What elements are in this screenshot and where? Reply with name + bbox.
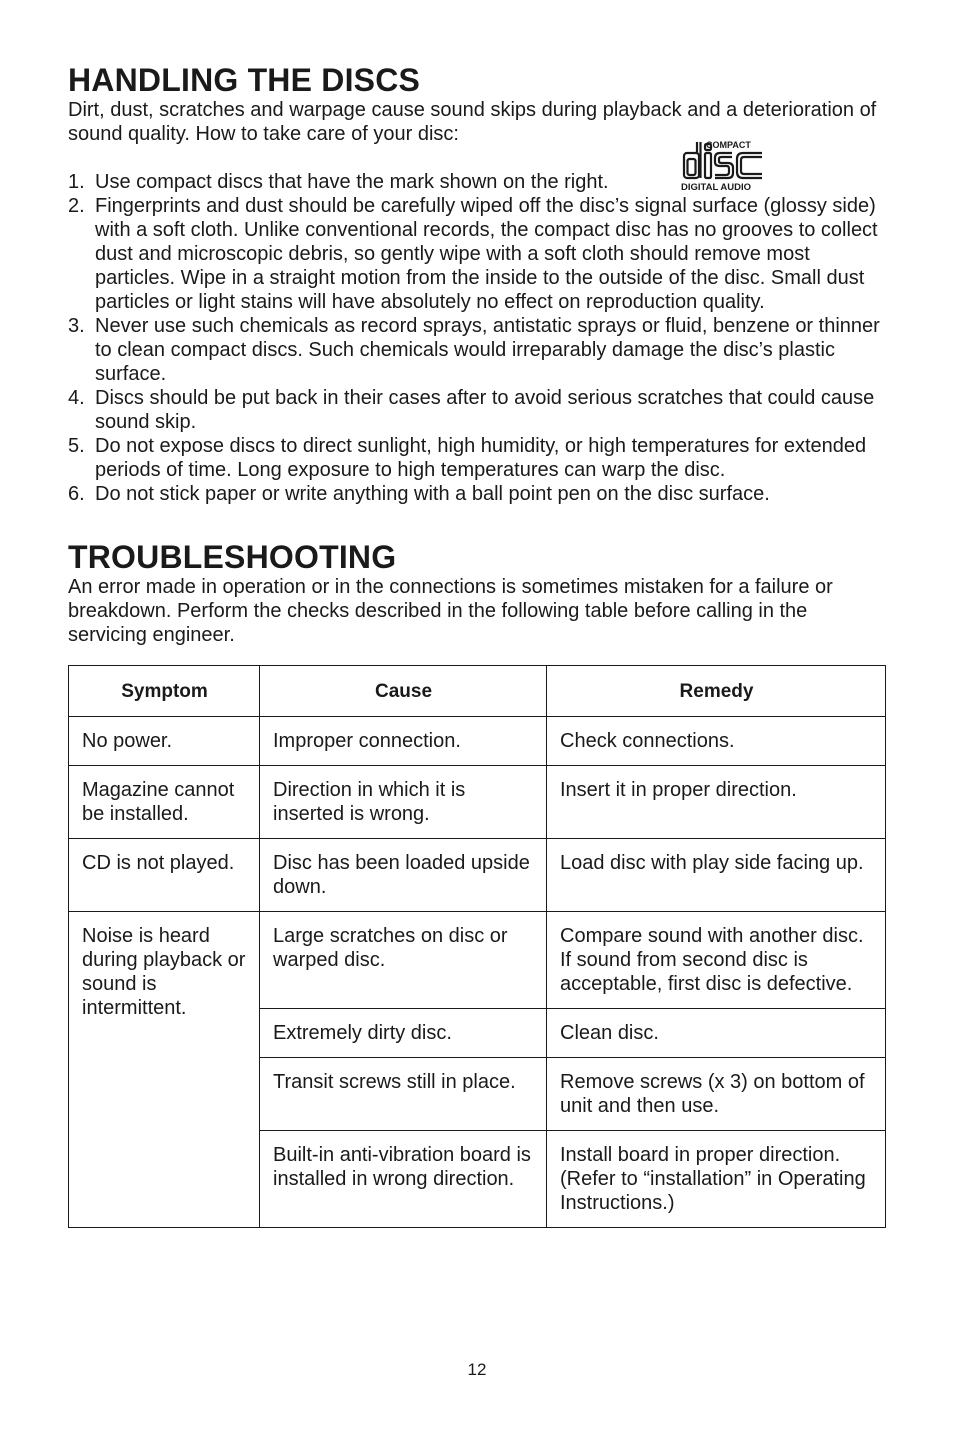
symptom-cell: No power. [69,717,260,766]
list-item-number: 6. [68,483,85,505]
cause-cell: Disc has been loaded upside down. [260,839,547,912]
symptom-cell: Magazine cannot be installed. [69,766,260,839]
list-item-text: Never use such chemicals as record sprays, antistatic sprays or fluid, benzene or thinner to clean compact discs. Such chemicals would irreparably damage the disc’s plastic surface. [95,315,880,385]
table-header-row [69,666,886,717]
header-remedy: Remedy [547,666,886,717]
list-item-number: 5. [68,435,85,457]
remedy-cell: Check connections. [547,717,886,766]
list-item [68,434,886,482]
cause-cell: Direction in which it is inserted is wrong. [260,766,547,839]
symptom-cell: CD is not played. [69,839,260,912]
symptom-cell: Noise is heard during playback or sound is intermittent. [69,912,260,1228]
remedy-cell: Install board in proper direction. (Refer to “installation” in Operating Instructions.) [547,1131,886,1228]
manual-page [68,62,886,1228]
cause-cell: Transit screws still in place. [260,1058,547,1131]
handling-section [68,62,886,506]
handling-intro: Dirt, dust, scratches and warpage cause sound skips during playback and a deterioration of sound quality. How to take care of your disc: [68,99,877,145]
troubleshooting-section [68,539,886,1228]
logo-top-text: COMPACT [706,140,751,150]
cause-cell: Extremely dirty disc. [260,1009,547,1058]
remedy-cell: Insert it in proper direction. [547,766,886,839]
header-cause: Cause [260,666,547,717]
handling-title: HANDLING THE DISCS [68,62,421,98]
troubleshooting-title: TROUBLESHOOTING [68,539,397,575]
table-row [69,912,886,1009]
cause-cell: Built-in anti-vibration board is installed in wrong direction. [260,1131,547,1228]
logo-bottom-text: DIGITAL AUDIO [681,182,752,192]
list-item-number: 3. [68,315,85,337]
table-row [69,717,886,766]
list-item-number: 4. [68,387,85,409]
remedy-cell: Clean disc. [547,1009,886,1058]
header-symptom: Symptom [69,666,260,717]
troubleshooting-table [68,665,886,1228]
cause-cell: Improper connection. [260,717,547,766]
table-row [69,839,886,912]
handling-list [68,170,886,506]
list-item-number: 2. [68,195,85,217]
list-item [68,194,886,314]
list-item-text: Do not stick paper or write anything with a ball point pen on the disc surface. [95,483,770,505]
list-item [68,386,886,434]
list-item-text: Do not expose discs to direct sunlight, high humidity, or high temperatures for extended periods of time. Long exposure to high temperatures can warp the disc. [95,435,867,481]
list-item [68,314,886,386]
remedy-cell: Compare sound with another disc. If sound from second disc is acceptable, first disc is defective. [547,912,886,1009]
troubleshooting-intro: An error made in operation or in the connections is sometimes mistaken for a failure or breakdown. Perform the checks described in the following table before calling in the servicing engineer. [68,576,833,646]
cause-cell: Large scratches on disc or warped disc. [260,912,547,1009]
list-item-text: Use compact discs that have the mark shown on the right. [95,171,609,193]
table-row [69,766,886,839]
list-item [68,482,886,506]
list-item-text: Fingerprints and dust should be carefully wiped off the disc’s signal surface (glossy side) with a soft cloth. Unlike conventional records, the compact disc has no grooves to collect dust and microscopic debris, so gently wipe with a soft cloth should remove most particles. Wipe in a straight motion from the inside to the outside of the disc. Small dust particles or light stains will have absolutely no effect on reproduction quality. [95,195,878,313]
page-number: 12 [467,1360,487,1379]
list-item-number: 1. [68,171,85,193]
remedy-cell: Remove screws (x 3) on bottom of unit and then use. [547,1058,886,1131]
list-item-text: Discs should be put back in their cases after to avoid serious scratches that could cause sound skip. [95,387,875,433]
remedy-cell: Load disc with play side facing up. [547,839,886,912]
list-item [68,170,886,194]
